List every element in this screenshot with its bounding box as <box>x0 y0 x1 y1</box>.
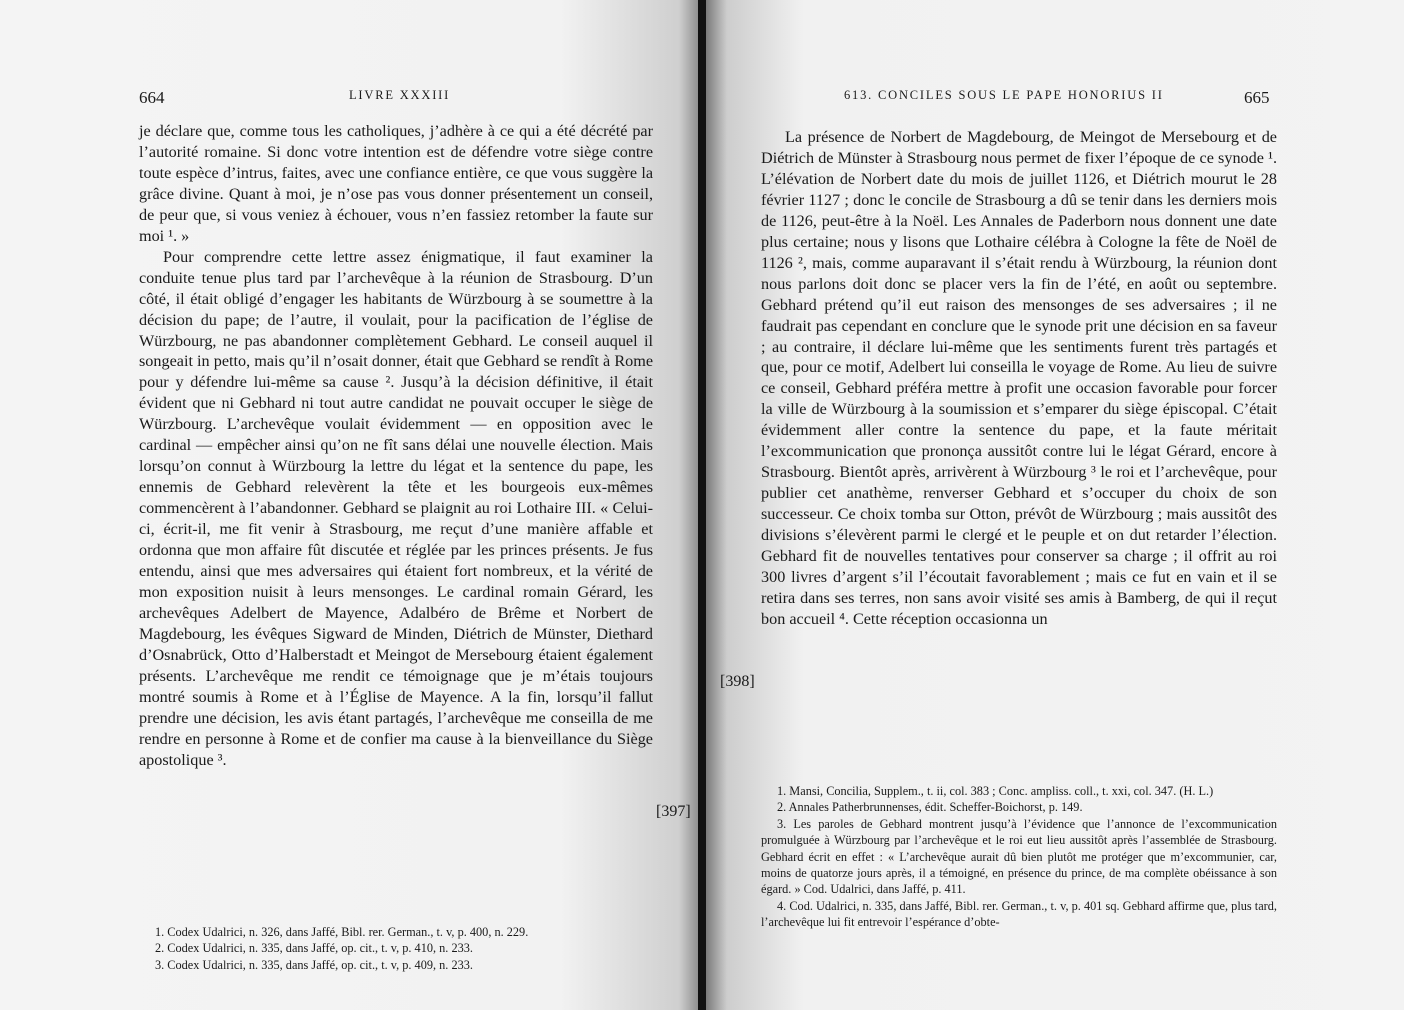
margin-page-reference: [398] <box>720 673 755 690</box>
footnote: 1. Mansi, Concilia, Supplem., t. ii, col. 383 ; Conc. ampliss. coll., t. xxi, col. 347. (H. L.) <box>777 784 1214 798</box>
left-page <box>0 0 700 1010</box>
margin-page-reference: [397] <box>656 803 691 820</box>
paragraph: Pour comprendre cette lettre assez énigmatique, il faut examiner la conduite tenue plus tard par l’archevêque à la réunion de Strasbourg. D’un côté, il était obligé d’engager les habitants de Würzbourg à se soumettre à la décision du pape; de l’autre, il voulait, pour la pacification de l’église de Würzbourg, ne pas abandonner complètement Gebhard. Le conseil auquel il songeait in petto, mais qu’il n’osait donner, était que Gebhard se rendît à Rome pour y défendre lui-même sa cause ². Jusqu’à la décision définitive, il était évident que ni Gebhard ni tout autre candidat ne pouvait occuper le siège de Würzbourg. L’archevêque voulait évidemment — en opposition avec le cardinal — empêcher ainsi qu’on ne fît sans délai une nouvelle élection. Mais lorsqu’on connut à Würzbourg la lettre du légat et la sentence du pape, les ennemis de Gebhard relevèrent la tête et les bourgeois eux-mêmes commencèrent à l’abandonner. Gebhard se plaignit au roi Lothaire III. « Celui-ci, écrit-il, me fit venir à Strasbourg, me reçut d’une manière affable et ordonna que mon affaire fût discutée et réglée par les princes présents. Je fus entendu, ainsi que mes adversaires qui étaient fort nombreux, et la vérité de mon exposition nuisit à leurs mensonges. Le cardinal romain Gérard, les archevêques Adelbert de Mayence, Adalbéro de Brême et Norbert de Magdebourg, les évêques Sigward de Minden, Diétrich de Münster, Diethard d’Osnabrück, Otto d’Halberstadt et Meingot de Mersebourg étaient également présents. L’archevêque me rendit ce témoignage que je m’étais toujours montré soumis à Rome et à l’Église de Mayence. A la fin, lorsqu’il fallut prendre une décision, les avis étant partagés, l’archevêque me conseilla de me rendre en personne à Rome et de confier ma cause à la bienveillance du Siège apostolique ³. <box>139 247 653 769</box>
running-head-left: LIVRE XXXIII <box>349 88 451 102</box>
page-number-left: 664 <box>139 88 165 107</box>
footnote: 4. Cod. Udalrici, n. 335, dans Jaffé, Bibl. rer. German., t. v, p. 401 sq. Gebhard affirme que, plus tard, l’archevêque lui fit entrevoir l’espérance d’obte- <box>761 898 1277 930</box>
page-number-right: 665 <box>1244 88 1270 107</box>
running-head-right: 613. CONCILES SOUS LE PAPE HONORIUS II <box>844 88 1164 102</box>
paragraph: je déclare que, comme tous les catholiques, j’adhère à ce qui a été décrété par l’autorité romaine. Si donc votre intention est de défendre votre siège contre toute espèce d’intrus, faites, avec une confiance entière, ce que vous suggère la grâce divine. Quant à moi, je n’ose pas vous donner présentement un conseil, de peur que, si vous veniez à échouer, vous n’en fassiez retomber la faute sur moi ¹. » <box>139 122 653 245</box>
paragraph: La présence de Norbert de Magdebourg, de Meingot de Mersebourg et de Diétrich de Münster à Strasbourg nous permet de fixer l’époque de ce synode ¹. L’élévation de Norbert date du mois de juillet 1126, et Diétrich mourut le 28 février 1127 ; donc le concile de Strasbourg a dû se tenir dans les derniers mois de 1126, peut-être à la Noël. Les Annales de Paderborn nous donnent une date plus certaine; nous y lisons que Lothaire célébra à Cologne la fête de Noël de 1126 ², mais, comme auparavant il s’était rendu à Würzbourg, la réunion dont nous parlons doit donc se placer vers la fin de l’été, en août ou septembre. Gebhard prétend qu’il eut raison des mensonges de ses adversaires ; il ne faudrait pas cependant en conclure que le synode prit une décision en sa faveur ; au contraire, il déclare lui-même que les sentiments furent très partagés et que, pour ce motif, Adelbert lui conseilla le voyage de Rome. Au lieu de suivre ce conseil, Gebhard préféra mettre à profit une occasion favorable pour forcer la ville de Würzbourg à la soumission et s’emparer du siège épiscopal. C’était évidemment aller contre la sentence du pape, et la faute méritait l’excommunication que prononça aussitôt contre lui le légat Gérard, encore à Strasbourg. Bientôt après, arrivèrent à Würzbourg ³ le roi et l’archevêque, pour publier cet anathème, renverser Gebhard et s’occuper du choix de son successeur. Ce choix tomba sur Otton, prévôt de Würzbourg ; mais aussitôt des divisions s’élevèrent parmi le clergé et le peuple et on dut retarder l’élection. Gebhard fit de nouvelles tentatives pour conserver sa charge ; il offrit au roi 300 livres d’argent s’il l’écoutait favorablement ; mais ce fut en vain et il se retira dans ses terres, non sans avoir visité ses amis à Bamberg, de qui il reçut bon accueil ⁴. Cette réception occasionna un <box>761 128 1277 628</box>
footnote: 3. Codex Udalrici, n. 335, dans Jaffé, op. cit., t. v, p. 409, n. 233. <box>155 957 473 972</box>
footnotes-right <box>761 783 1277 931</box>
right-page <box>706 0 1404 1010</box>
main-text-left <box>139 121 653 771</box>
footnotes-left <box>139 924 653 973</box>
footnote: 2. Annales Patherbrunnenses, édit. Scheffer-Boichorst, p. 149. <box>777 800 1083 815</box>
footnote: 2. Codex Udalrici, n. 335, dans Jaffé, op. cit., t. v, p. 410, n. 233. <box>155 941 473 956</box>
footnote: 3. Les paroles de Gebhard montrent jusqu’à l’évidence que l’annonce de l’excommunication promulguée à Würzbourg par l’archevêque et le roi eut lieu aussitôt après l’assemblée de Strasbourg. Gebhard écrit en effet : « L’archevêque aurait dû bien plutôt me protéger que m’excommunier, car, moins de quatorze jours après, il a témoigné, en présence du prince, de ma complète obéissance à son égard. » Cod. Udalrici, dans Jaffé, p. 411. <box>761 816 1277 897</box>
main-text-right <box>761 127 1277 630</box>
footnote: 1. Codex Udalrici, n. 326, dans Jaffé, Bibl. rer. German., t. v, p. 400, n. 229. <box>155 925 529 939</box>
